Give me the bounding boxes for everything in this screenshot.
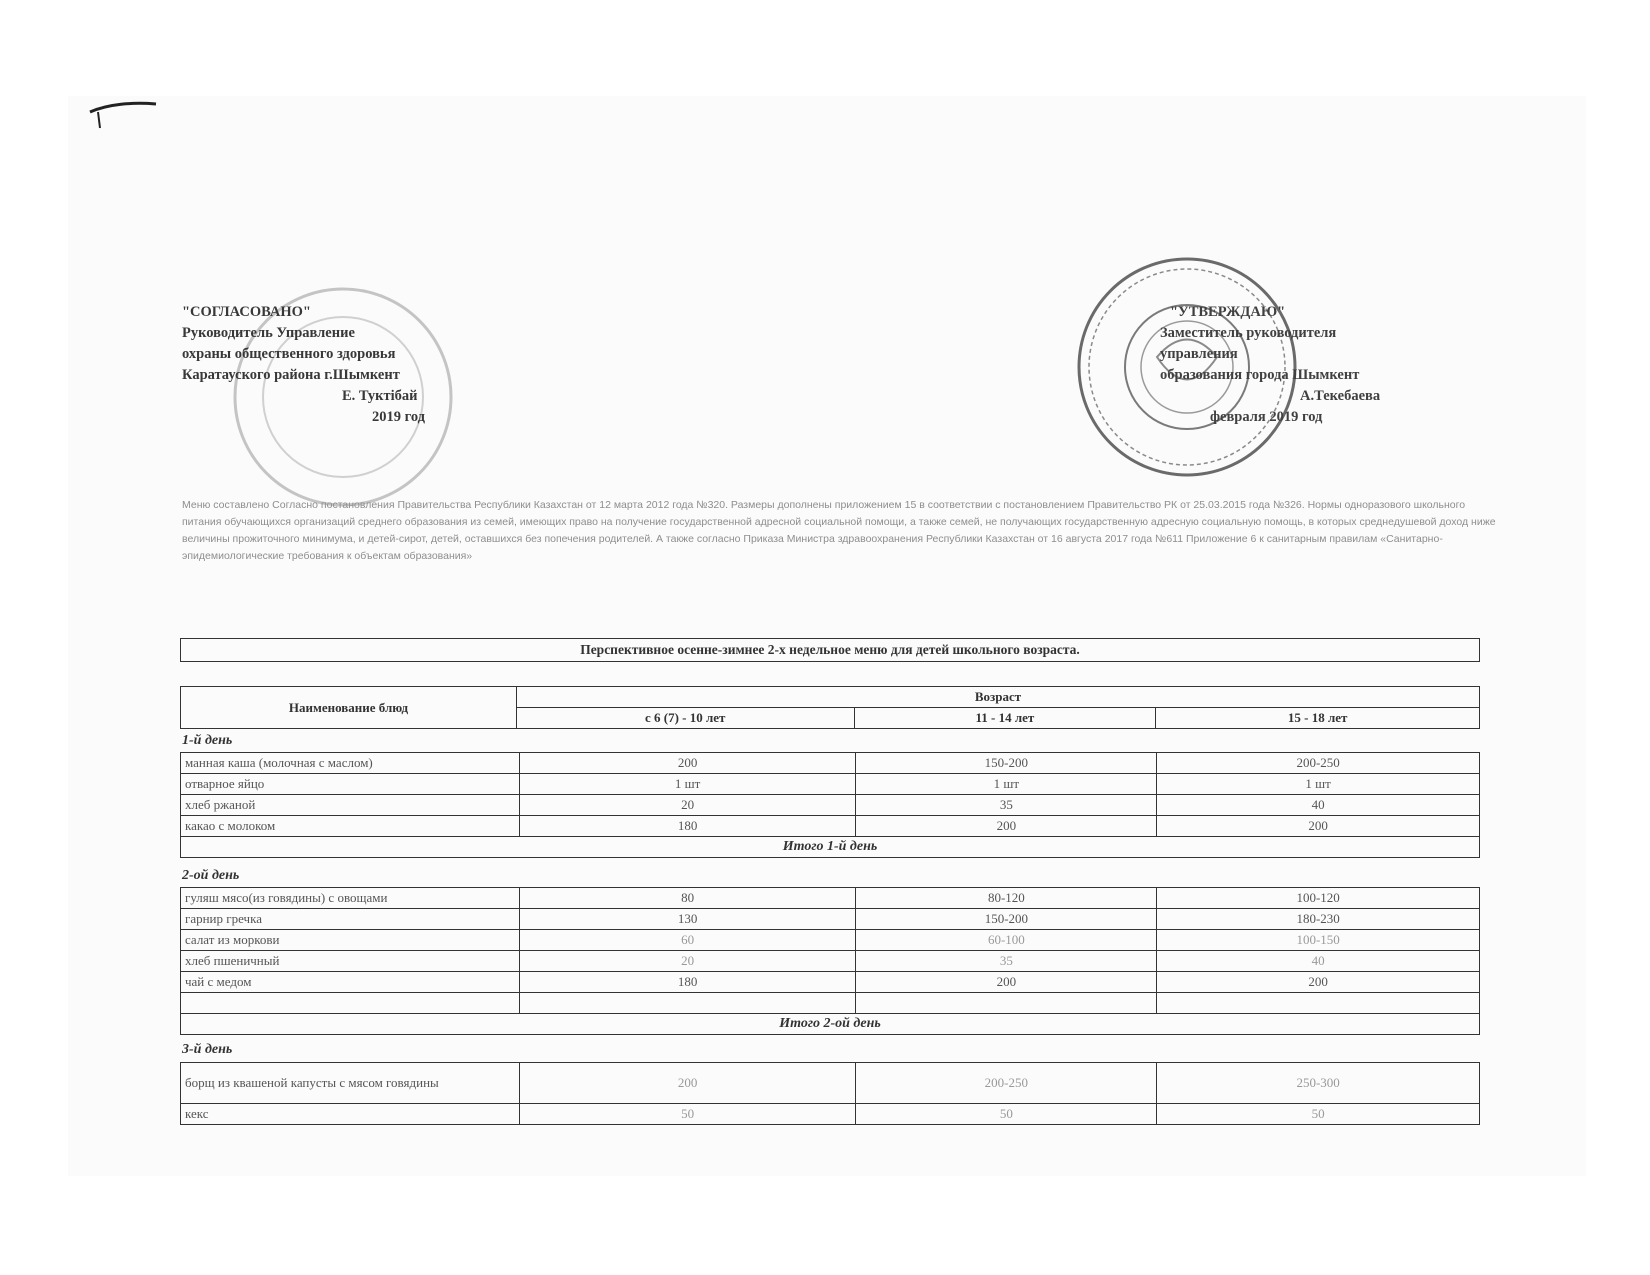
approval-block-right: [1160, 302, 1380, 428]
portion-cell: 250-300: [1157, 1063, 1480, 1104]
menu-table-header: [180, 686, 1480, 729]
total-row: [181, 1014, 1480, 1035]
corner-pen-mark: [88, 100, 158, 130]
empty-cell: [1157, 993, 1480, 1014]
portion-cell: 50: [519, 1104, 856, 1125]
portion-cell: 200: [856, 972, 1157, 993]
day-total: Итого 1-й день: [181, 837, 1480, 858]
table-row: [181, 972, 1480, 993]
age-group-header: 11 - 14 лет: [854, 708, 1156, 729]
portion-cell: 80-120: [856, 888, 1157, 909]
portion-cell: 200: [1157, 816, 1480, 837]
dish-name: гуляш мясо(из говядины) с овощами: [181, 888, 520, 909]
table-row: [181, 1104, 1480, 1125]
portion-cell: 60: [519, 930, 856, 951]
portion-cell: 150-200: [856, 909, 1157, 930]
menu-table-title: Перспективное осенне-зимнее 2-х недельное меню для детей школьного возраста.: [180, 638, 1480, 662]
portion-cell: 200: [856, 816, 1157, 837]
spacer-row: [181, 993, 1480, 1014]
dish-name: хлеб ржаной: [181, 795, 520, 816]
table-row: [181, 816, 1480, 837]
dish-name: чай с медом: [181, 972, 520, 993]
portion-cell: 100-120: [1157, 888, 1480, 909]
dish-name: отварное яйцо: [181, 774, 520, 795]
approval-position: Руководитель Управление: [182, 325, 355, 341]
portion-cell: 35: [856, 951, 1157, 972]
table-row: [181, 888, 1480, 909]
table-row: [181, 951, 1480, 972]
portion-cell: 80: [519, 888, 856, 909]
total-row: [181, 837, 1480, 858]
approval-organization: образования города Шымкент: [1160, 367, 1360, 383]
table-row: [181, 909, 1480, 930]
portion-cell: 50: [856, 1104, 1157, 1125]
day-2-table: [180, 887, 1480, 1035]
portion-cell: 130: [519, 909, 856, 930]
day-1-table: [180, 752, 1480, 858]
dish-name: какао с молоком: [181, 816, 520, 837]
day-3-table: [180, 1062, 1480, 1125]
table-row: [181, 753, 1480, 774]
approval-heading: "СОГЛАСОВАНО": [182, 304, 311, 320]
portion-cell: 200: [1157, 972, 1480, 993]
dish-name: кекс: [181, 1104, 520, 1125]
approval-signatory: А.Текебаева: [1300, 388, 1381, 404]
column-header-age: Возраст: [516, 687, 1479, 708]
approval-position: Заместитель руководителя: [1160, 325, 1337, 341]
age-group-header: с 6 (7) - 10 лет: [516, 708, 854, 729]
portion-cell: 20: [519, 795, 856, 816]
empty-cell: [519, 993, 856, 1014]
approval-date: 2019 год: [372, 409, 426, 425]
portion-cell: 40: [1157, 951, 1480, 972]
portion-cell: 50: [1157, 1104, 1480, 1125]
portion-cell: 1 шт: [1157, 774, 1480, 795]
portion-cell: 60-100: [856, 930, 1157, 951]
portion-cell: 100-150: [1157, 930, 1480, 951]
day-label: 2-ой день: [182, 868, 240, 883]
approval-department: охраны общественного здоровья: [182, 346, 396, 362]
day-label: 3-й день: [182, 1042, 233, 1057]
portion-cell: 200-250: [1157, 753, 1480, 774]
table-row: [181, 930, 1480, 951]
approval-date: февраля 2019 год: [1210, 409, 1323, 425]
portion-cell: 180-230: [1157, 909, 1480, 930]
portion-cell: 1 шт: [856, 774, 1157, 795]
approval-block-left: [182, 302, 425, 428]
approval-heading: "УТВЕРЖДАЮ": [1170, 304, 1286, 320]
portion-cell: 35: [856, 795, 1157, 816]
portion-cell: 200: [519, 1063, 856, 1104]
table-row: [181, 774, 1480, 795]
dish-name: манная каша (молочная с маслом): [181, 753, 520, 774]
column-header-dish: Наименование блюд: [181, 687, 517, 729]
day-label: 1-й день: [182, 733, 233, 748]
portion-cell: 20: [519, 951, 856, 972]
portion-cell: 200: [519, 753, 856, 774]
empty-cell: [856, 993, 1157, 1014]
dish-name: борщ из квашеной капусты с мясом говядины: [181, 1063, 520, 1104]
portion-cell: 150-200: [856, 753, 1157, 774]
portion-cell: 200-250: [856, 1063, 1157, 1104]
approval-department: управления: [1160, 346, 1238, 362]
portion-cell: 1 шт: [519, 774, 856, 795]
dish-name: салат из моркови: [181, 930, 520, 951]
portion-cell: 40: [1157, 795, 1480, 816]
approval-signatory: Е. Туктібай: [342, 388, 418, 404]
table-row: [181, 1063, 1480, 1104]
dish-name: гарнир гречка: [181, 909, 520, 930]
approval-district: Каратауского района г.Шымкент: [182, 367, 400, 383]
day-total: Итого 2-ой день: [181, 1014, 1480, 1035]
portion-cell: 180: [519, 972, 856, 993]
empty-cell: [181, 993, 520, 1014]
portion-cell: 180: [519, 816, 856, 837]
age-group-header: 15 - 18 лет: [1156, 708, 1480, 729]
dish-name: хлеб пшеничный: [181, 951, 520, 972]
table-row: [181, 795, 1480, 816]
intro-paragraph: Меню составлено Согласно постановления Правительства Республики Казахстан от 12 марта 2012 года №320. Размеры дополнены приложением 15 в соответствии с постановлением Правительство РК от 25.03.2015 года №326. Нормы одноразового школьного питания обучающихся организаций среднего образования из семей, имеющих право на получение государственной адресной социальной помощи, а также семей, не получающих государственную адресную социальную помощь, в которых среднедушевой доход ниже величины прожиточного минимума, и детей-сирот, детей, оставшихся без попечения родителей. А также согласно Приказа Министра здравоохранения Республики Казахстан от 16 августа 2017 года №611 Приложение 6 к санитарным правилам «Санитарно-эпидемиологические требования к объектам образования»: [182, 499, 1496, 562]
